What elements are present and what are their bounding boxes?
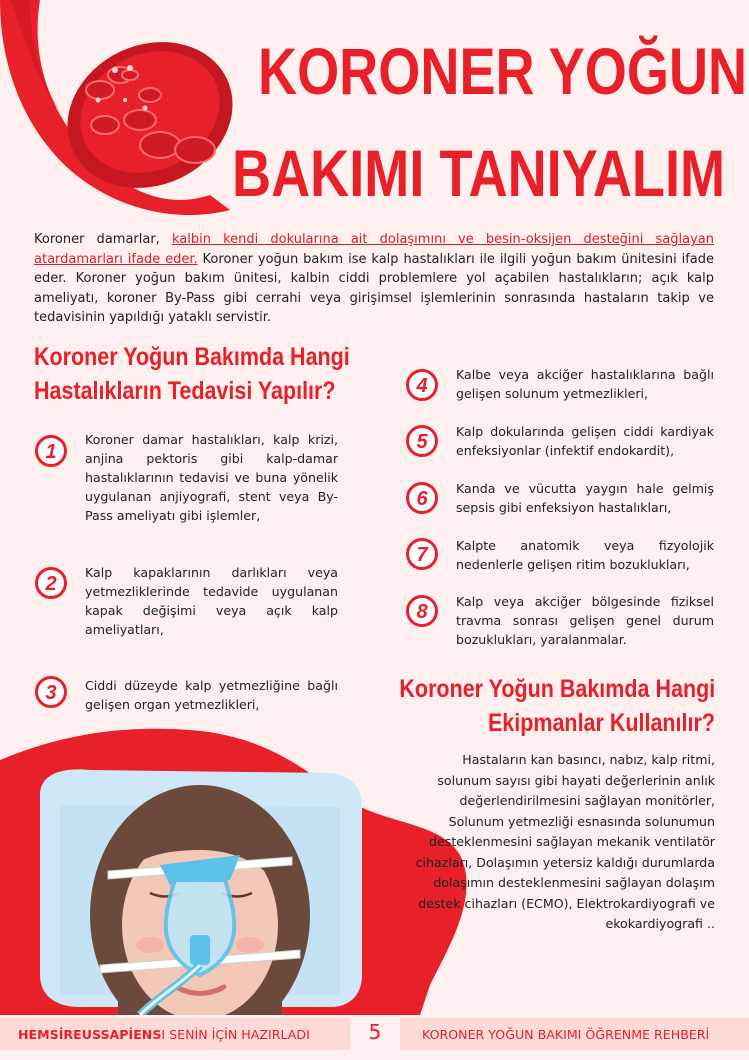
- patient-oxygen-mask-illustration: [0, 725, 470, 1015]
- intro-text-start: Koroner damarlar,: [34, 232, 172, 247]
- list-item: [34, 434, 68, 472]
- blood-vessel-illustration: [0, 0, 240, 215]
- svg-text:1: 1: [45, 441, 57, 463]
- section-heading-equipment-line1: Koroner Yoğun Bakımda Hangi: [399, 675, 715, 703]
- list-item-text: Ciddi düzeyde kalp yetmezliğine bağlı gelişen organ yetmezlikleri,: [85, 678, 338, 712]
- footer-tagline: I SENİN İÇİN HAZIRLADI: [161, 1026, 310, 1042]
- list-item-text: Koroner damar hastalıkları, kalp krizi, anjina pektoris gibi kalp-damar hastalıklarının tedavisi ve buna yönelik uygulanan anjiyografi, stent veya By-Pass ameliyatı gibi işlemler,: [85, 432, 338, 523]
- number-badge-icon: [405, 537, 439, 571]
- page-title-line2: BAKIMI TANIYALIM: [232, 136, 726, 210]
- number-badge-icon: [405, 481, 439, 515]
- section-heading-diseases-line1: Koroner Yoğun Bakımda Hangi: [34, 343, 350, 371]
- list-item-text: Kanda ve vücutta yaygın hale gelmiş sepsis gibi enfeksiyon hastalıkları,: [456, 481, 714, 515]
- list-item-text: Kalbe veya akciğer hastalıklarına bağlı gelişen solunum yetmezlikleri,: [456, 367, 714, 401]
- list-item-text: Kalp dokularında gelişen ciddi kardiyak enfeksiyonlar (infektif endokardit),: [456, 424, 714, 458]
- intro-link[interactable]: kalbin kendi dokularına ait dolaşımını ve besin-oksijen desteğini sağlayan atardamarları ifade eder.: [34, 232, 714, 267]
- equipment-paragraph: Hastaların kan basıncı, nabız, kalp ritmi, solunum sayısı gibi hayati değerlerinin anlık değerlendirilmesini sağlayan monitörler, Solunum yetmezliği esnasında solunumun desteklenmesini sağlayan mekanik ventilatör cihazları, Dolaşımın yetersiz kaldığı durumlarda dolaşımın desteklenmesini sağlayan dolaşım destek cihazları (ECMO), Elektrokardiyografi ve ekokardiyografi ..: [415, 752, 715, 931]
- footer-brand-bar: [0, 1018, 350, 1050]
- footer-guide-title: KORONER YOĞUN BAKIMI ÖĞRENME REHBERİ: [400, 1018, 749, 1050]
- svg-text:2: 2: [45, 573, 57, 595]
- list-item: [405, 368, 439, 406]
- number-badge-icon: [405, 368, 439, 402]
- svg-text:4: 4: [416, 375, 428, 397]
- svg-text:3: 3: [45, 682, 57, 704]
- intro-paragraph: [34, 230, 714, 328]
- number-badge-icon: [405, 424, 439, 458]
- intro-text-rest: Koroner yoğun bakım ise kalp hastalıkları ile ilgili yoğun bakım ünitesini ifade eder. Koroner yoğun bakım ünitesi, kalbin ciddi problemlere yol açabilen hastalıkların; açık kalp ameliyatı, koroner By-Pass gibi cerrahi veya girişimsel işlemlerinin sonrasında hastaların takip ve tedavisinin yapıldığı yataklı servistir.: [34, 251, 715, 325]
- svg-text:5: 5: [416, 431, 428, 453]
- section-heading-equipment-line2: Ekipmanlar Kullanılır?: [488, 709, 715, 737]
- page-title-line1: KORONER YOĞUN: [258, 34, 748, 108]
- number-badge-icon: [34, 434, 68, 468]
- svg-text:6: 6: [416, 488, 428, 510]
- list-item-text: Kalp kapaklarının darlıkları veya yetmezliklerinde tedavide uygulanan kapak değişimi veya açık kalp ameliyatları,: [85, 565, 338, 637]
- number-badge-icon: [34, 675, 68, 709]
- section-heading-diseases-line2: Hastalıkların Tedavisi Yapılır?: [34, 377, 336, 405]
- list-item: [405, 537, 439, 575]
- list-item-text: Kalp veya akciğer bölgesinde fiziksel travma sonrası gelişen genel durum bozuklukları, yaralanmalar.: [456, 594, 714, 647]
- list-item-text: Kalpte anatomik veya fizyolojik nedenlerle gelişen ritim bozuklukları,: [456, 538, 714, 572]
- number-badge-icon: [34, 566, 68, 600]
- list-item: [34, 675, 68, 713]
- svg-text:8: 8: [416, 601, 428, 623]
- svg-text:7: 7: [416, 544, 428, 566]
- list-item: [34, 566, 68, 604]
- page-number: 5: [368, 1020, 382, 1044]
- list-item: [405, 594, 439, 632]
- footer-brand: HEMSİREUSSAPİENS: [18, 1026, 162, 1042]
- number-badge-icon: [405, 594, 439, 628]
- list-item: [405, 424, 439, 462]
- list-item: [405, 481, 439, 519]
